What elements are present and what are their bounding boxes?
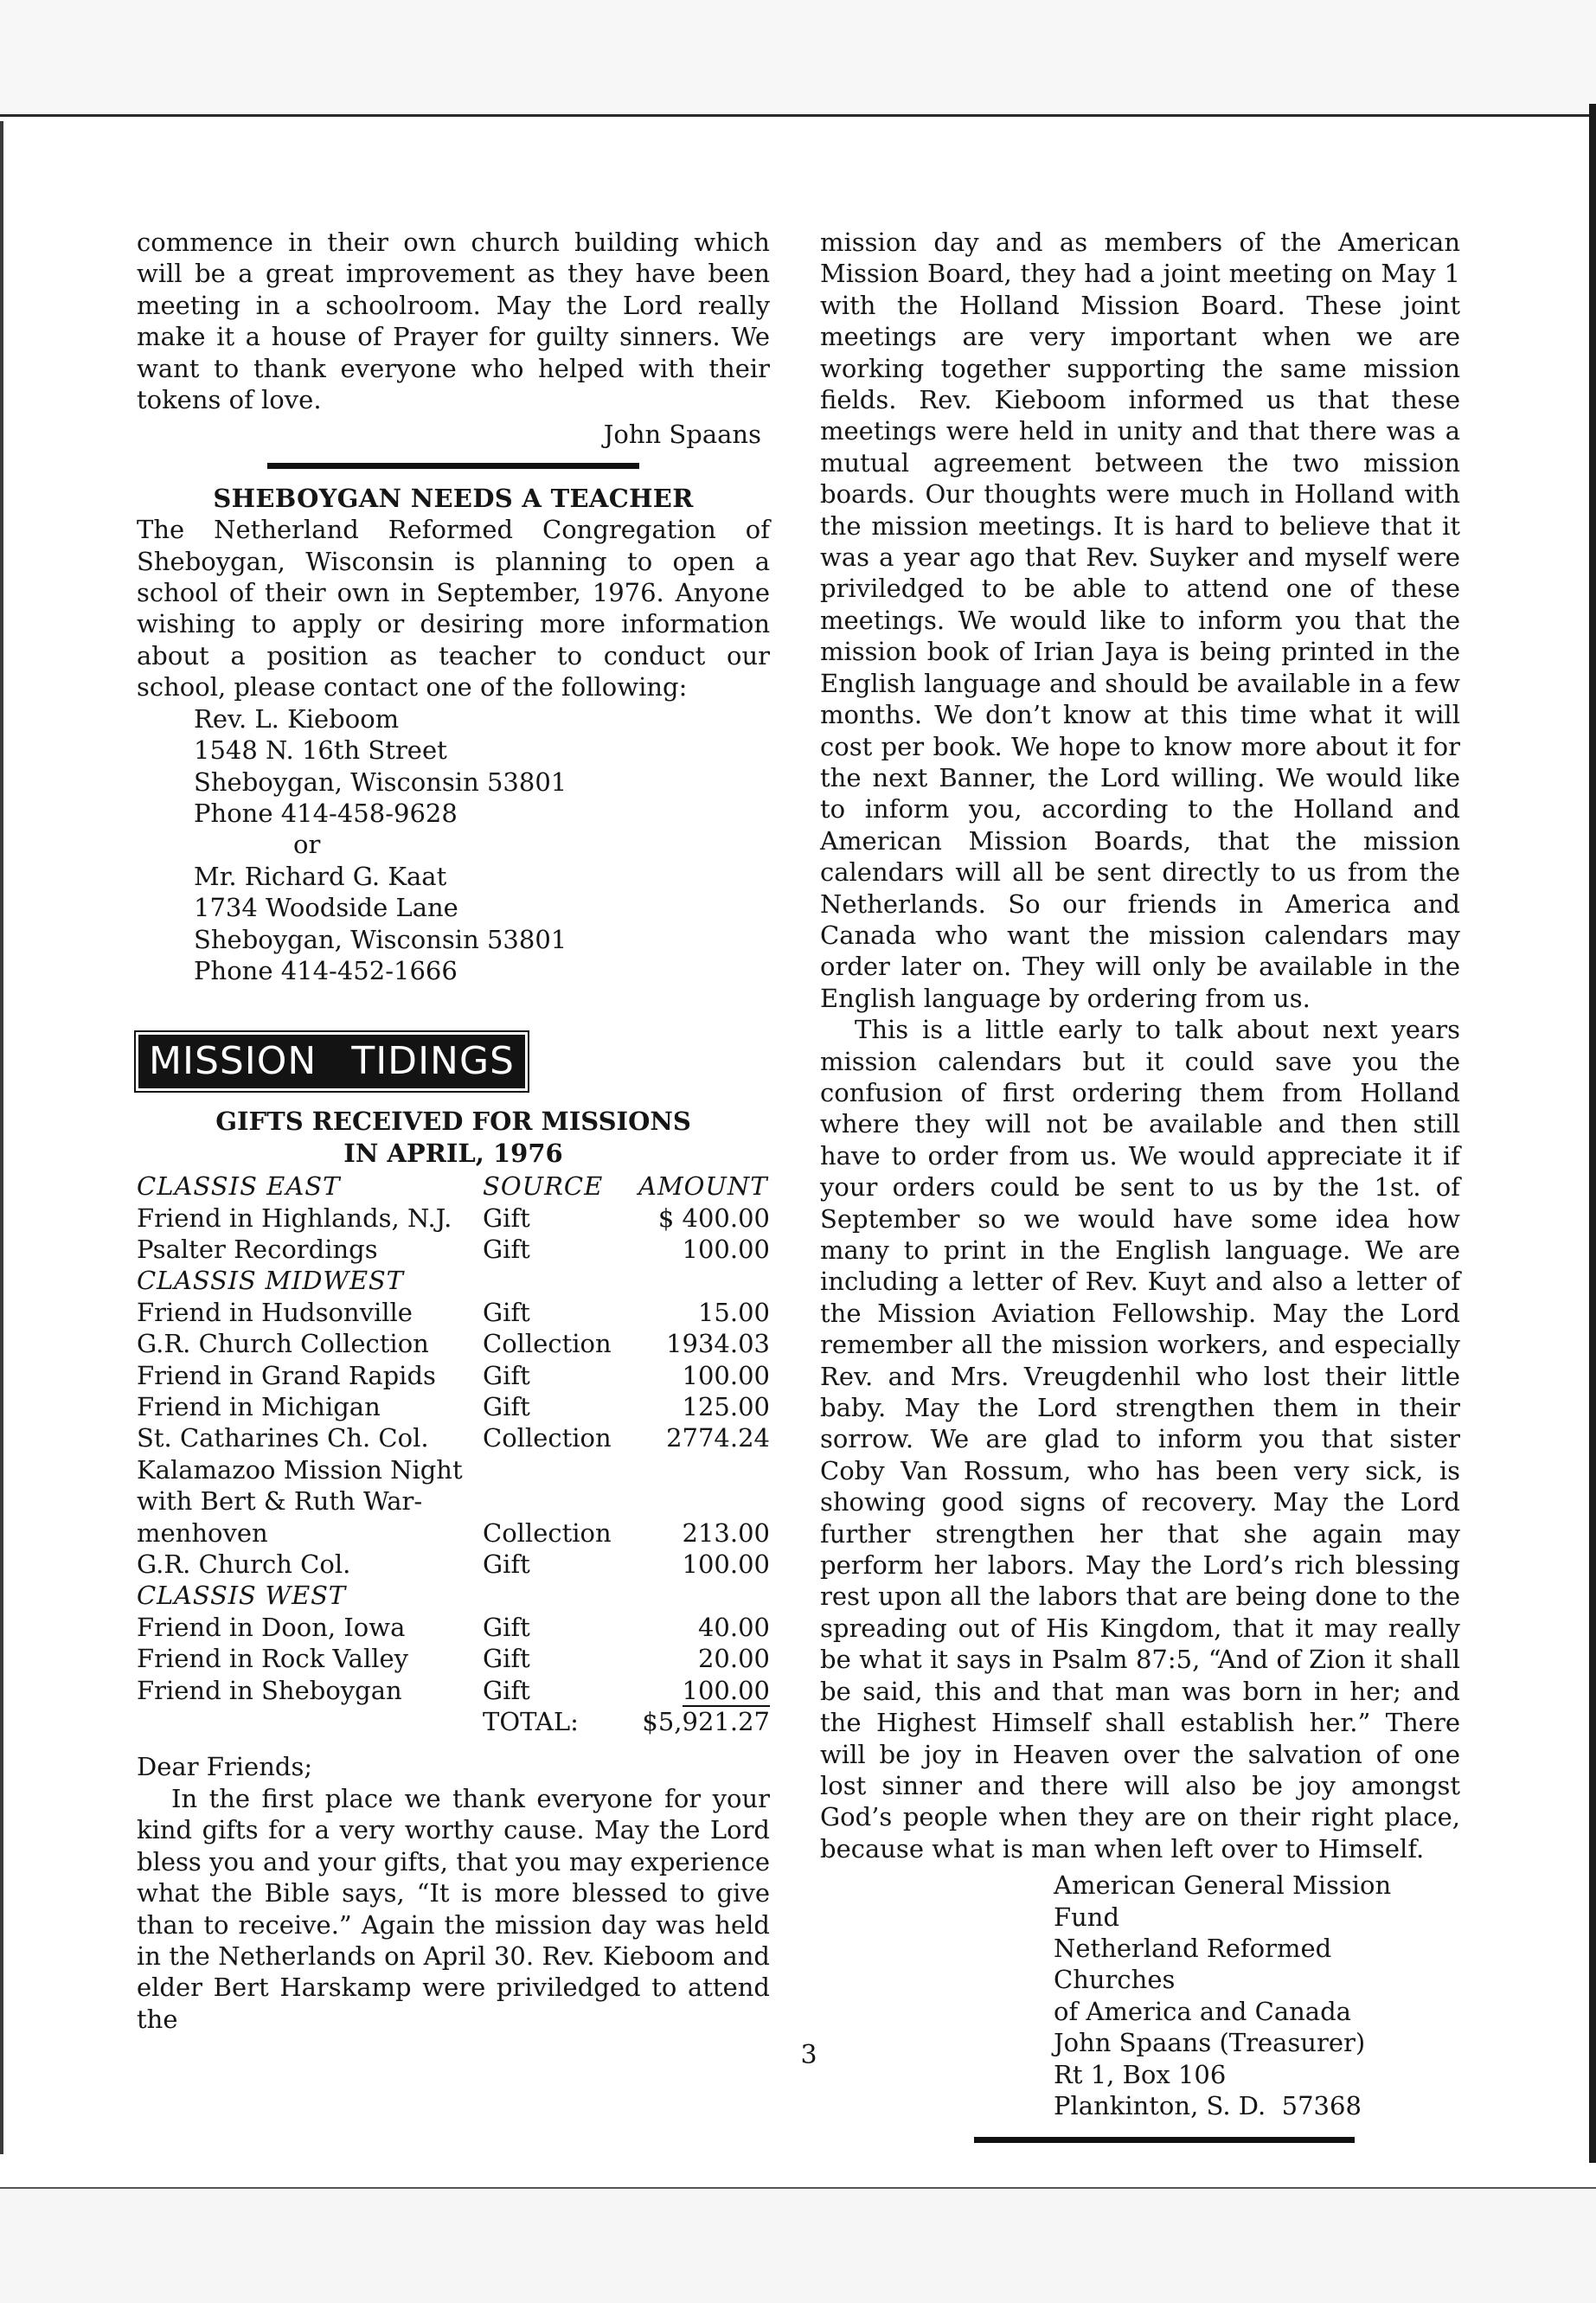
contact-list [137, 703, 770, 987]
header-source: SOURCE [483, 1171, 604, 1202]
donor-name: Friend in Doon, Iowa [137, 1612, 406, 1642]
table-row [137, 1422, 770, 1453]
closing-divider [974, 2137, 1355, 2143]
banner-word-tidings: TIDINGS [351, 1039, 515, 1084]
donor-source: Gift [483, 1234, 530, 1264]
table-row [137, 1612, 770, 1643]
intro-signature: John Spaans [603, 420, 761, 450]
contact2-city: Sheboygan, Wisconsin 53801 [194, 924, 567, 954]
donor-source: Gift [483, 1644, 530, 1674]
mission-tidings-banner [138, 1035, 525, 1088]
donor-amount: 100.00 [682, 1234, 770, 1264]
gifts-title-line2: IN APRIL, 1976 [343, 1138, 563, 1168]
signature-line6: Plankinton, S. D. 57368 [1054, 2090, 1362, 2120]
donor-name: Friend in Sheboygan [137, 1675, 402, 1705]
kalamazoo-line3: menhoven [137, 1517, 268, 1548]
donor-source: Collection [483, 1423, 612, 1453]
section-divider [267, 463, 639, 469]
scan-bottom-margin [0, 2187, 1596, 2303]
gifts-table [137, 1171, 770, 1737]
donor-name: Friend in Highlands, N.J. [137, 1203, 452, 1233]
donor-name: Friend in Rock Valley [137, 1644, 409, 1674]
signature-line2: Netherland Reformed Churches [1054, 1933, 1332, 1995]
donor-amount: 100.00 [682, 1360, 770, 1390]
signature-line5: Rt 1, Box 106 [1054, 2059, 1227, 2089]
scan-right-edge [1589, 104, 1596, 2163]
signature-line4: John Spaans (Treasurer) [1054, 2028, 1366, 2058]
salutation: Dear Friends; [137, 1752, 313, 1782]
donor-name: St. Catharines Ch. Col. [137, 1423, 429, 1453]
scan-left-edge [0, 121, 3, 2154]
donor-amount: 40.00 [697, 1612, 770, 1642]
donor-name: Friend in Hudsonville [137, 1297, 413, 1327]
donor-amount: 1934.03 [666, 1329, 770, 1359]
contact2-phone: Phone 414-452-1666 [194, 955, 458, 985]
donor-amount: 125.00 [682, 1392, 770, 1421]
contact-or: or [293, 830, 321, 860]
donor-amount: 100.00 [682, 1549, 770, 1580]
table-row [137, 1675, 770, 1706]
kalamazoo-line1: Kalamazoo Mission Night [137, 1454, 463, 1485]
contact1-phone: Phone 414-458-9628 [194, 798, 458, 828]
letter-paragraph: In the first place we thank everyone for your kind gifts for a very worthy cause. May the Lord bless you and your gifts, that you may experience what the Bible says, “It is more blessed to give than to receive.” Again the mission day was held in the Netherlands on April 30. Rev. Kieboom and elder Bert Harskamp were priviledged to attend the [137, 1783, 770, 2034]
total-amount: $5,921.27 [642, 1707, 770, 1737]
donor-source: Collection [483, 1517, 612, 1548]
header-amount: AMOUNT [638, 1171, 768, 1202]
table-row [137, 1203, 770, 1234]
donor-source: Collection [483, 1329, 612, 1359]
classis-west-row [137, 1580, 770, 1611]
table-row [137, 1517, 770, 1549]
gifts-header-row [137, 1171, 770, 1202]
contact2-name: Mr. Richard G. Kaat [194, 861, 447, 891]
signature-line1: American General Mission Fund [1054, 1870, 1392, 1932]
donor-amount: 20.00 [697, 1644, 770, 1674]
left-column [137, 227, 770, 2035]
calendar-paragraph: This is a little early to talk about next years mission calendars but it could save you the confusion of first ordering them from Holland where they will not be available and then still have to order from us. We would appreciate it if your orders could be sent to us by the 1st. of September so we would have some idea how many to print in the English language. We are including a letter of Rev. Kuyt and also a letter of the Mission Aviation Fellowship. May the Lord remember all the mission workers, and especially Rev. and Mrs. Vreugdenhil who lost their little baby. May the Lord strengthen them in their sorrow. We are glad to inform you that sister Coby Van Rossum, who has been very sick, is showing good signs of recovery. May the Lord further strengthen her that she again may perform her labors. May the Lord’s rich blessing rest upon all the labors that are being done to the spreading out of His Kingdom, that it may really be what it says in Psalm 87:5, “And of Zion it shall be said, this and that man was born in her; and the Highest Himself shall establish her.” There will be joy in Heaven over the salvation of one lost sinner and there will also be joy amongst God’s people when they are on their right place, because what is man when left over to Himself. [820, 1015, 1460, 1864]
teacher-paragraph: The Netherland Reformed Congregation of Sheboygan, Wisconsin is planning to open a school of their own in September, 1976. Anyone wishing to apply or desiring more information about a position as teacher to conduct our school, please contact one of the following: [137, 515, 770, 702]
total-label: TOTAL: [483, 1707, 579, 1737]
table-row [137, 1360, 770, 1391]
treasurer-signature [820, 1870, 1460, 2121]
intro-paragraph: commence in their own church building which will be a great improvement as they have been meeting in a schoolroom. May the Lord really make it a house of Prayer for guilty sinners. We want to thank everyone who helped with their tokens of love. [137, 228, 770, 415]
donor-amount: 2774.24 [666, 1423, 770, 1453]
donor-source: Gift [483, 1203, 530, 1233]
donor-amount: 100.00 [682, 1675, 770, 1705]
contact1-city: Sheboygan, Wisconsin 53801 [194, 767, 567, 797]
donor-name: G.R. Church Col. [137, 1549, 351, 1580]
table-row [137, 1643, 770, 1674]
donor-name: Psalter Recordings [137, 1234, 378, 1264]
contact1-street: 1548 N. 16th Street [194, 735, 447, 766]
donor-source: Gift [483, 1675, 530, 1705]
total-row [137, 1706, 770, 1737]
table-row [137, 1391, 770, 1422]
letter-continued-paragraph: mission day and as members of the American Mission Board, they had a joint meeting on May 1 with the Holland Mission Board. These joint meetings are very important when we are working together supporting the same mission fields. Rev. Kieboom informed us that these meetings were held in unity and that there was a mutual agreement between the two mission boards. Our thoughts were much in Holland with the mission meetings. It is hard to believe that it was a year ago that Rev. Suyker and myself were priviledged to be able to attend one of these meetings. We would like to inform you that the mission book of Irian Jaya is being printed in the English language and should be available in a few months. We don’t know at this time what it will cost per book. We hope to know more about it for the next Banner, the Lord willing. We would like to inform you, according to the Holland and American Mission Boards, that the mission calendars will all be sent directly to us from the Netherlands. So our friends in America and Canada who want the mission calendars may order later on. They will only be available in the English language by ordering from us. [820, 228, 1460, 1013]
signature-line3: of America and Canada [1054, 1996, 1351, 2026]
table-row [137, 1549, 770, 1580]
donor-name: Friend in Grand Rapids [137, 1360, 436, 1390]
kalamazoo-line2: with Bert & Ruth War- [137, 1486, 423, 1517]
contact1-name: Rev. L. Kieboom [194, 703, 400, 734]
right-column [820, 227, 1460, 2143]
donor-name: G.R. Church Collection [137, 1329, 429, 1359]
donor-source: Gift [483, 1297, 530, 1327]
gifts-title-line1: GIFTS RECEIVED FOR MISSIONS [215, 1107, 691, 1137]
table-row [137, 1454, 770, 1485]
donor-amount: 15.00 [697, 1297, 770, 1327]
classis-west-label: CLASSIS WEST [137, 1581, 346, 1611]
scan-top-margin [0, 0, 1596, 117]
header-classis-east: CLASSIS EAST [137, 1171, 341, 1202]
table-row [137, 1485, 770, 1517]
table-row [137, 1297, 770, 1328]
donor-amount: 213.00 [682, 1517, 770, 1548]
donor-amount: $ 400.00 [657, 1203, 770, 1233]
classis-midwest-row [137, 1265, 770, 1296]
donor-source: Gift [483, 1392, 530, 1421]
donor-source: Gift [483, 1549, 530, 1580]
table-row [137, 1328, 770, 1359]
donor-source: Gift [483, 1612, 530, 1642]
banner-word-mission: MISSION [149, 1039, 317, 1084]
teacher-heading: SHEBOYGAN NEEDS A TEACHER [213, 483, 694, 513]
donor-source: Gift [483, 1360, 530, 1390]
donor-name: Friend in Michigan [137, 1392, 381, 1421]
page-number: 3 [800, 2040, 817, 2070]
table-row [137, 1234, 770, 1265]
contact2-street: 1734 Woodside Lane [194, 893, 458, 923]
classis-midwest-label: CLASSIS MIDWEST [137, 1266, 404, 1296]
